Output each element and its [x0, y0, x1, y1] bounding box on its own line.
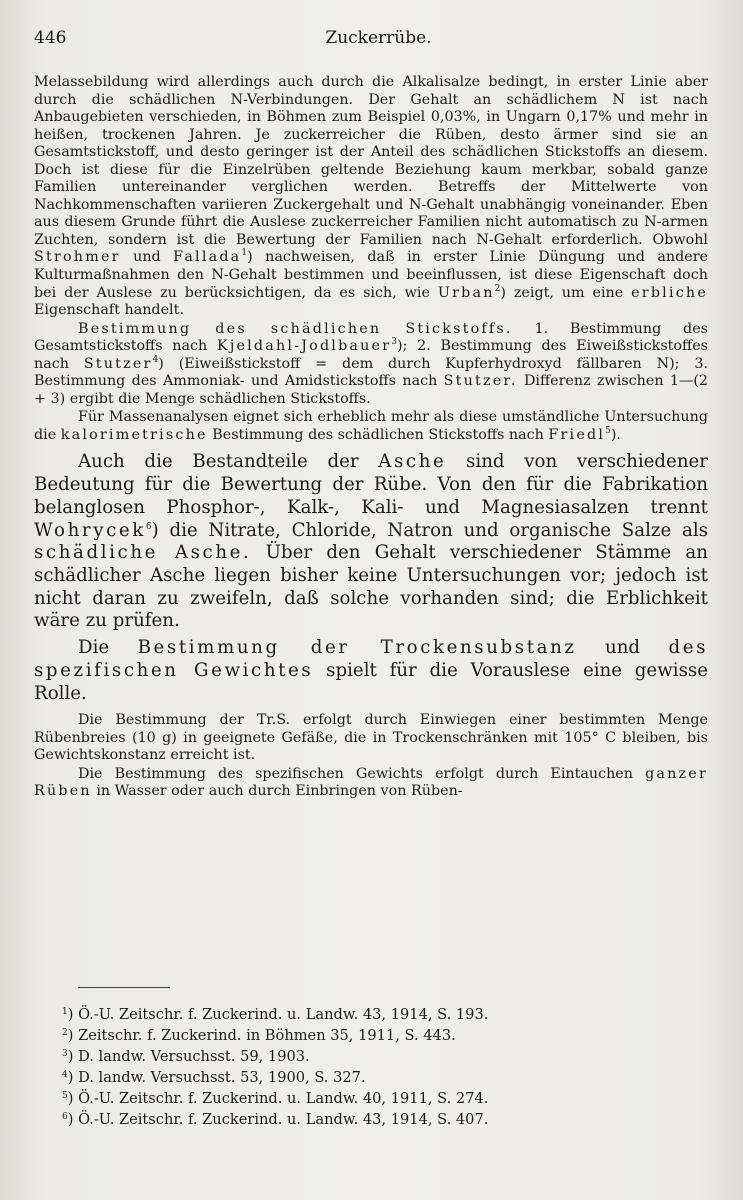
page-body	[34, 74, 708, 801]
footnote-ref-6: 6	[145, 521, 152, 532]
running-title: Zuckerrübe.	[325, 28, 432, 48]
footnote-4	[62, 1067, 702, 1088]
text-run: ); 2. Bestimmung des Eiweißstickstoffes nach	[34, 338, 708, 372]
author-friedl: Friedl	[548, 426, 606, 443]
text-run: sind von verschiedener Bedeutung für die Bewertung der Rübe. Von den für die Fabrikation belanglosen Phosphor-, Kalk-, Kali- und Magnesiasalzen trennt	[34, 451, 708, 518]
emphasis-spezifisches-gewicht: des spezifischen Gewichtes	[34, 637, 709, 681]
emphasis-kalorimetrische: kalorimetrische	[60, 426, 208, 443]
footnote-text: ) D. landw. Versuchsst. 53, 1900, S. 327.	[67, 1069, 366, 1086]
paragraph-ash	[34, 451, 708, 633]
paragraph-specific-weight	[34, 766, 708, 801]
footnote-text: ) Ö.-U. Zeitschr. f. Zuckerind. u. Landw. 43, 1914, S. 407.	[67, 1111, 489, 1128]
text-run: spielt für die Vorauslese eine gewisse Rolle.	[34, 659, 709, 704]
page-header	[34, 28, 703, 52]
text-run: Für Massenanalysen eignet sich erheblich mehr als diese umständliche Untersuchung die	[34, 409, 708, 443]
paragraph-determination	[34, 321, 708, 409]
footnote-text: ) Zeitschr. f. Zuckerind. in Böhmen 35, 1911, S. 443.	[67, 1027, 456, 1044]
text-run: und	[576, 637, 669, 659]
text-run: Differenz zwischen 1—(2 + 3) ergibt die Menge schädlichen Stickstoffs.	[34, 373, 708, 407]
footnote-text: ) D. landw. Versuchsst. 59, 1903.	[67, 1048, 310, 1065]
footnote-6	[62, 1109, 702, 1130]
footnote-5	[62, 1088, 702, 1109]
text-run: in Wasser oder auch durch Einbringen von Rüben-	[91, 783, 463, 800]
text-run: und	[120, 249, 174, 266]
footnote-ref-5: 5	[605, 426, 611, 437]
section-heading-stickstoff: Bestimmung des schädlichen Stickstoffs.	[78, 320, 513, 337]
author-wohrycek: Wohrycek	[34, 519, 146, 541]
author-urban: Urban	[437, 284, 495, 301]
text-run: ) die Nitrate, Chloride, Natron und organische Salze als	[151, 519, 708, 541]
footnote-mark: 6	[62, 1112, 68, 1122]
footnotes	[62, 1004, 702, 1130]
text-run: 1. Bestimmung des Gesamtstickstoffs nach	[34, 320, 708, 355]
text-run: Die	[78, 637, 138, 659]
paragraph-dry-substance	[34, 637, 708, 705]
footnote-ref-1: 1	[241, 248, 248, 259]
footnote-text: ) Ö.-U. Zeitschr. f. Zuckerind. u. Landw. 43, 1914, S. 193.	[67, 1006, 489, 1023]
paragraph-trs-method	[34, 712, 708, 765]
paragraph-nitrogen	[34, 74, 708, 320]
author-stutzer-2: Stutzer.	[443, 373, 518, 390]
text-run: ).	[610, 426, 621, 443]
footnote-mark: 2	[62, 1028, 68, 1038]
author-strohmer: Strohmer	[34, 249, 121, 266]
footnote-ref-3: 3	[391, 337, 397, 348]
text-run: ) nachweisen, daß in erster Linie Düngung und andere Kulturmaßnahmen den N-Gehalt bestimmen und beeinflussen, ist diese Eigenschaft doch bei der Auslese zu berücksichtigen, da es sich, wie	[34, 249, 708, 301]
footnote-1	[62, 1004, 702, 1025]
page-number: 446	[34, 28, 67, 48]
footnote-3	[62, 1046, 702, 1067]
footnote-2	[62, 1025, 702, 1046]
footnote-mark: 3	[62, 1049, 68, 1059]
text-run: Bestimmung des schädlichen Stickstoffs nach	[207, 426, 549, 443]
author-stutzer: Stutzer	[83, 355, 153, 372]
footnote-mark: 4	[62, 1070, 68, 1080]
text-run: ) zeigt, um eine	[500, 284, 632, 301]
text-run: Eigenschaft handelt.	[34, 302, 184, 319]
author-kjeldahl: Kjeldahl-Jodlbauer	[216, 338, 392, 355]
text-run: Auch die Bestandteile der	[78, 451, 379, 473]
footnote-ref-2: 2	[494, 283, 501, 294]
text-run: ) (Eiweißstickstoff = dem durch Kupferhydroxyd fällbaren N); 3. Bestimmung des Ammoniak- und Amidstickstoffs nach	[34, 355, 708, 390]
paragraph-mass-analysis	[34, 409, 708, 444]
text-run: Melassebildung wird allerdings auch durch die Alkalisalze bedingt, in erster Linie aber durch die schädlichen N-Verbindungen. Der Gehalt an schädlichem N ist nach Anbaugebieten verschieden, in Böhmen zum Beispiel 0,03%, in Ungarn 0,17% und mehr in heißen, trockenen Jahren. Je zuckerreicher die Rüben, desto ärmer sind sie an Gesamtstickstoff, und desto geringer ist der Anteil des schädlichen Stickstoffs an diesem. Doch ist diese für die Einzelrüben geltende Beziehung kaum merkbar, sobald ganze Familien untereinander verglichen werden. Betreffs der Mittelwerte von Nachkommenschaften variieren Zuckergehalt und N-Gehalt unabhängig voneinander. Eben aus diesem Grunde führt die Auslese zuckerreicher Familien nicht automatisch zu N-armen Zuchten, sondern ist die Bewertung der Familien nach N-Gehalt erforderlich. Obwohl	[34, 74, 708, 248]
emphasis-schaedliche-asche: schädliche Asche.	[34, 542, 252, 564]
emphasis-erbliche: erbliche	[631, 284, 708, 301]
footnote-text: ) Ö.-U. Zeitschr. f. Zuckerind. u. Landw. 40, 1911, S. 274.	[67, 1090, 489, 1107]
emphasis-asche: Asche	[378, 451, 447, 473]
author-fallada: Fallada	[173, 249, 242, 266]
footnote-divider	[78, 987, 170, 988]
footnote-mark: 5	[62, 1091, 68, 1101]
text-run: Die Bestimmung der Tr.S. erfolgt durch Einwiegen einer bestimmten Menge Rübenbreies (10 g) in geeignete Gefäße, die in Trockenschränken mit 105° C bleiben, bis Gewichtskonstanz erreicht ist.	[34, 712, 708, 764]
footnote-mark: 1	[62, 1007, 68, 1017]
footnote-ref-4: 4	[152, 354, 159, 365]
text-run: Die Bestimmung des spezifischen Gewichts erfolgt durch Eintauchen	[78, 765, 646, 782]
emphasis-ganzer-rueben: ganzer Rüben	[34, 765, 708, 800]
text-run: Über den Gehalt verschiedener Stämme an schädlicher Asche liegen bisher keine Untersuchungen vor; jedoch ist nicht daran zu zweifeln, daß solche vorhanden sind; die Erblichkeit wäre zu prüfen.	[34, 542, 708, 632]
emphasis-trockensubstanz: Bestimmung der Trockensubstanz	[137, 637, 577, 659]
